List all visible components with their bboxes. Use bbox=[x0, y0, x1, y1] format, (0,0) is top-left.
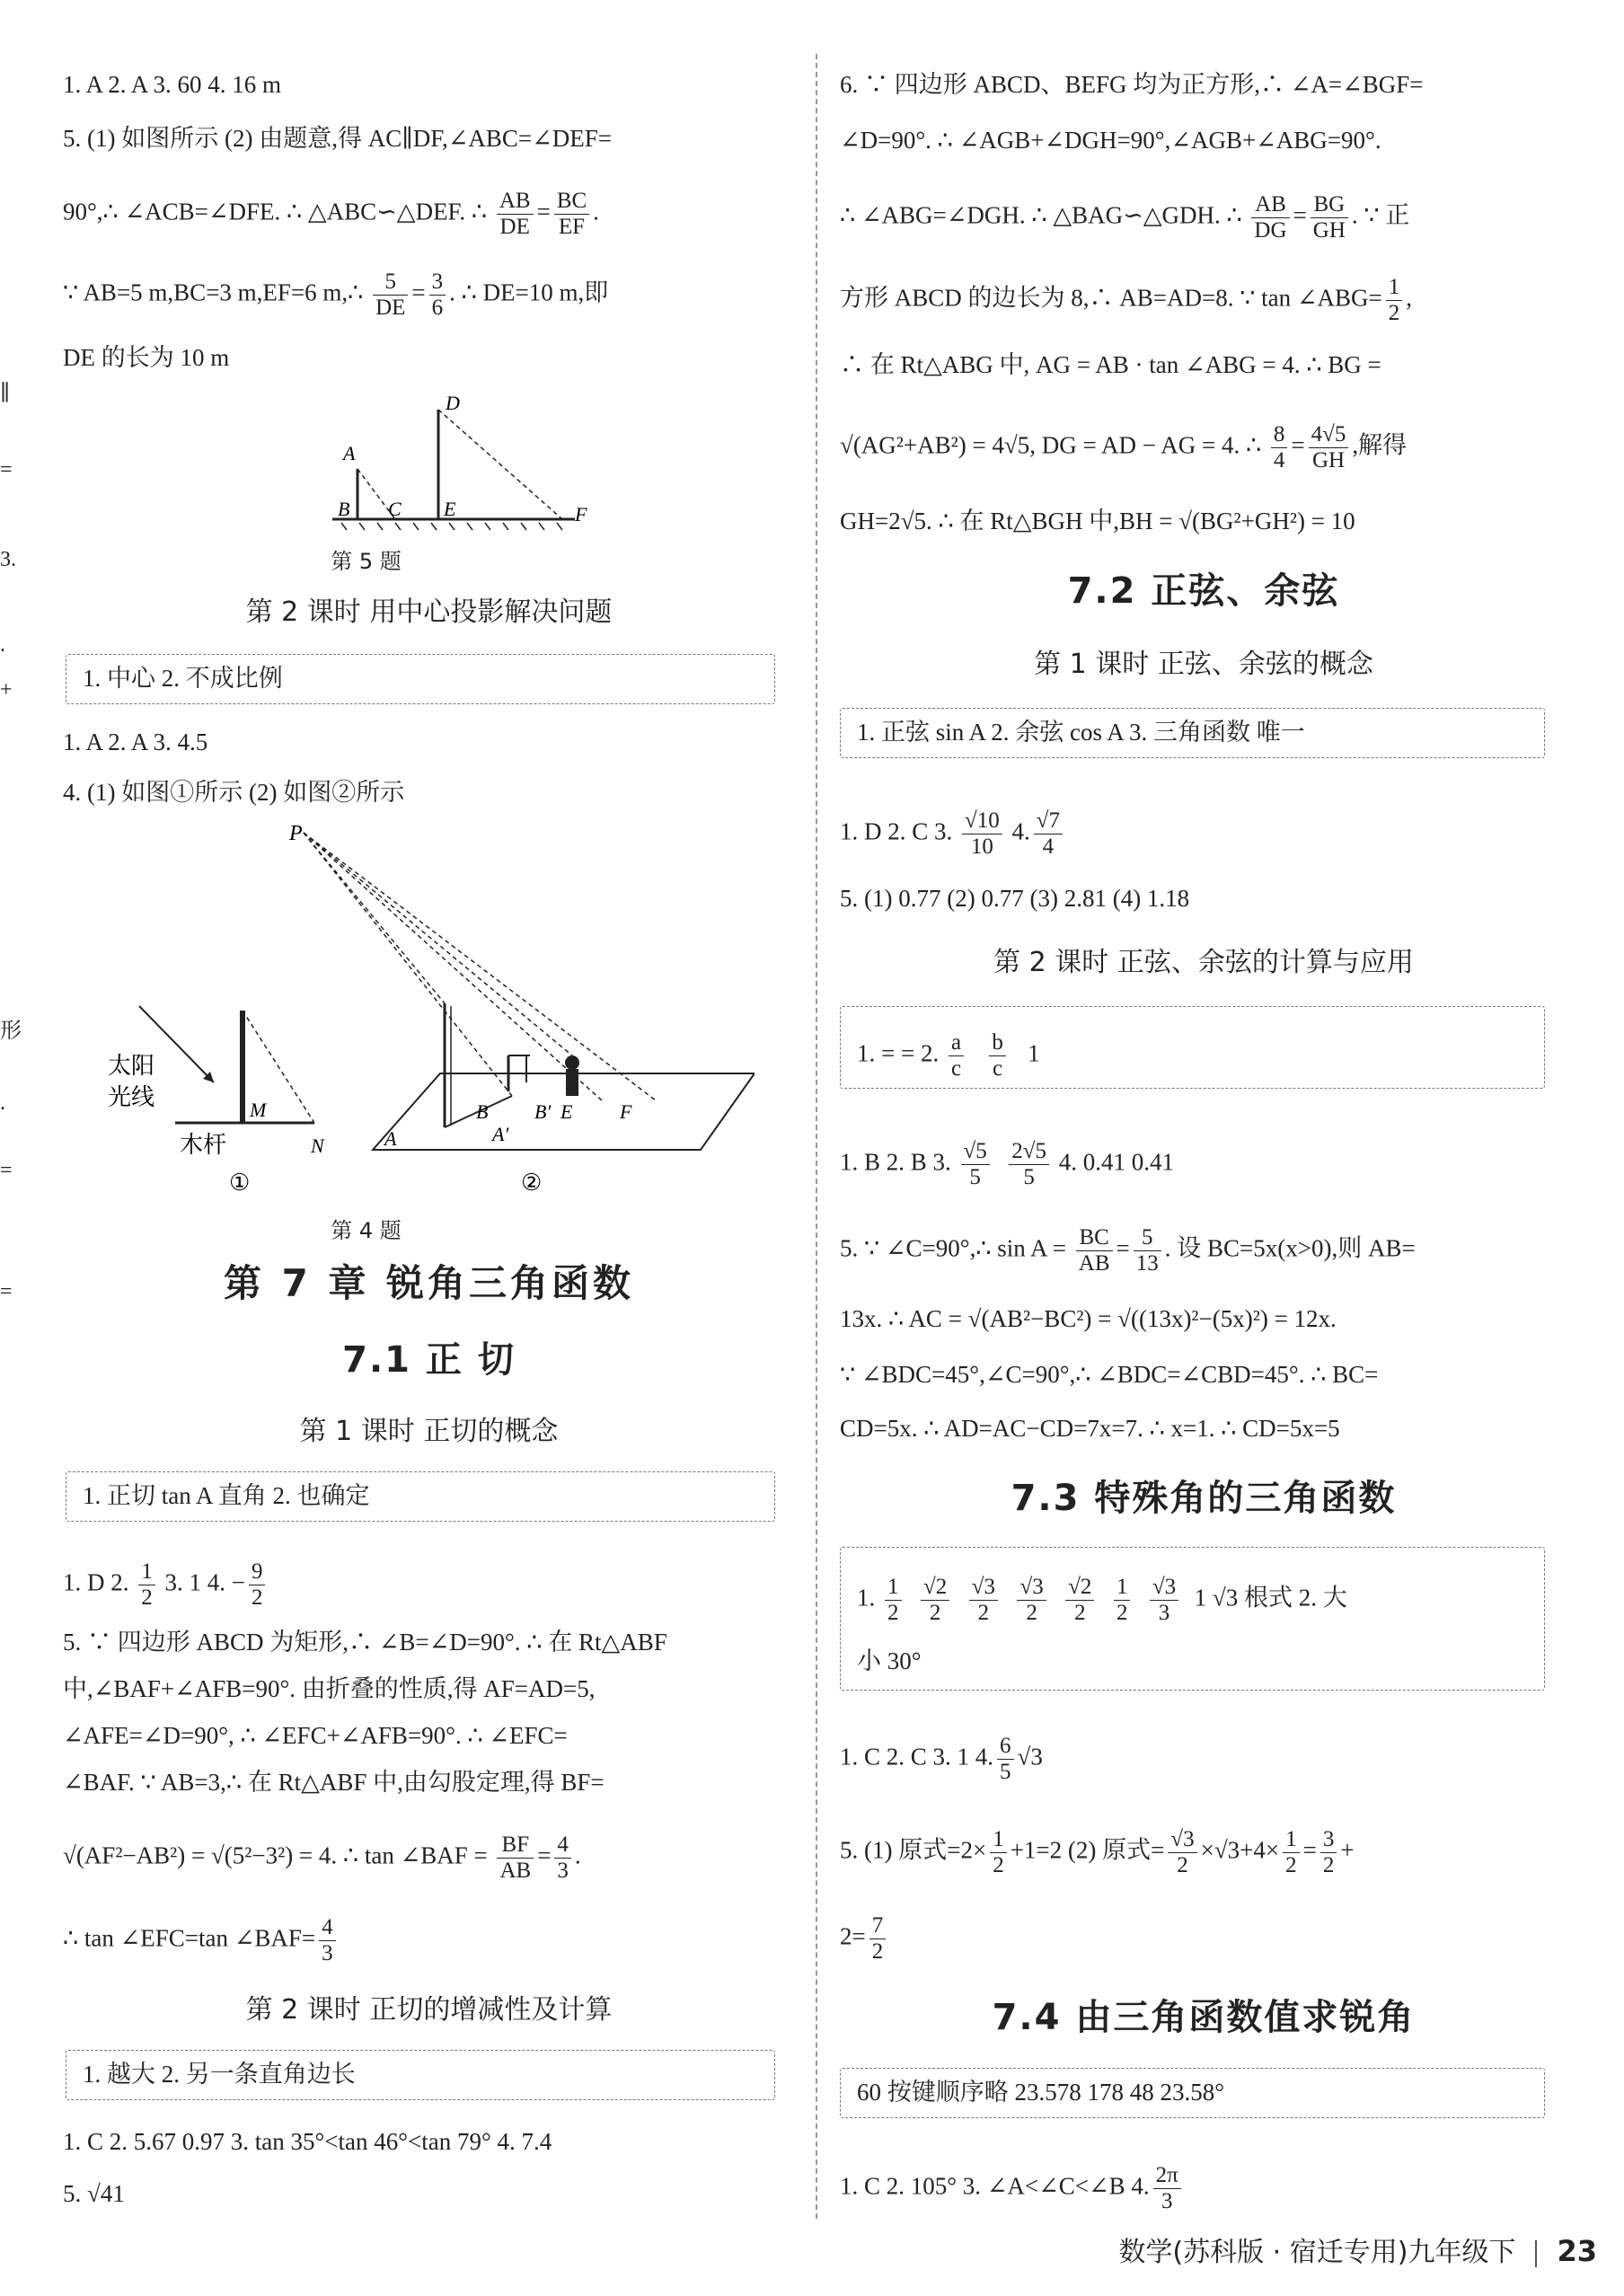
book-title: 数学(苏科版 · 宿迁专用)九年级下 bbox=[1118, 2237, 1516, 2268]
fraction: $\frac{1}{2}$ bbox=[885, 1575, 902, 1626]
fill-in-box bbox=[840, 1006, 1545, 1089]
edge-mark: 3. bbox=[0, 548, 16, 571]
point-label: A bbox=[384, 1127, 397, 1150]
lesson-title: 第 2 课时 用中心投影解决问题 bbox=[245, 596, 613, 628]
box-text: 1. 越大 2. 另一条直角边长 bbox=[83, 2061, 356, 2088]
answer-line: 90°,∴ ∠ACB=∠DFE. ∴ △ABC∽△DEF. ∴ $\frac{AB}{DE}$ = $\frac{BC}{EF}$ . bbox=[63, 189, 599, 239]
figure-caption: 第 4 题 bbox=[331, 1218, 402, 1243]
fraction: $\frac{1}{2}$ bbox=[1283, 1827, 1300, 1878]
fraction: $\frac{√2}{2}$ bbox=[921, 1575, 949, 1626]
answer-line: 5. √41 bbox=[63, 2180, 125, 2207]
point-label: D bbox=[446, 392, 460, 414]
answer-line: 方形 ABCD 的边长为 8,∴ AB=AD=8. ∵ tan ∠ABG= $\frac{1}{2}$ , bbox=[840, 275, 1412, 325]
answer-line: 中,∠BAF+∠AFB=90°. 由折叠的性质,得 AF=AD=5, bbox=[63, 1675, 596, 1702]
page-number: 23 bbox=[1557, 2234, 1597, 2268]
answer-line: 1. C 2. 105° 3. ∠A<∠C<∠B 4. $\frac{2\pi}{3}$ bbox=[840, 2163, 1185, 2214]
fraction: $\frac{AB}{DE}$ bbox=[497, 189, 534, 240]
answer-line: 5. (1) 原式=2× $\frac{1}{2}$ +1=2 (2) 原式= $\frac{√3}{2}$ ×√3+4× $\frac{1}{2}$ = $\frac{3}{2}$ + bbox=[840, 1827, 1355, 1877]
fraction: $\frac{4√5}{GH}$ bbox=[1309, 422, 1349, 473]
fraction: $\frac{√5}{5}$ bbox=[961, 1139, 990, 1190]
answer-line: 5. ∵ ∠C=90°,∴ sin A = $\frac{BC}{AB}$ = $\frac{5}{13}$ . 设 BC=5x(x>0),则 AB= bbox=[840, 1225, 1416, 1276]
fraction: $\frac{a}{c}$ bbox=[949, 1030, 964, 1082]
answer-line: 1. A 2. A 3. 60 4. 16 m bbox=[63, 71, 282, 98]
answer-line: 1. C 2. C 3. 1 4. $\frac{6}{5}$ √3 bbox=[840, 1734, 1043, 1784]
point-label: F bbox=[620, 1100, 632, 1123]
answer-line: 13x. ∴ AC = √(AB²−BC²) = √((13x)²−(5x)²) = 12x. bbox=[840, 1305, 1337, 1332]
figure-number: ② bbox=[521, 1170, 543, 1196]
answer-line: 1. A 2. A 3. 4.5 bbox=[63, 729, 208, 755]
fraction: $\frac{√3}{2}$ bbox=[969, 1575, 998, 1626]
section-title: 7.4 由三角函数值求锐角 bbox=[992, 1997, 1416, 2038]
fraction: $\frac{BC}{EF}$ bbox=[554, 189, 589, 240]
answer-line: ∴ tan ∠EFC=tan ∠BAF= $\frac{4}{3}$ bbox=[63, 1915, 340, 1966]
fraction: $\frac{4}{3}$ bbox=[319, 1915, 336, 1966]
fraction: $\frac{9}{2}$ bbox=[249, 1559, 266, 1611]
answer-line: ∠D=90°. ∴ ∠AGB+∠DGH=90°,∠AGB+∠ABG=90°. bbox=[840, 127, 1381, 154]
fraction: $\frac{√10}{10}$ bbox=[962, 808, 1002, 860]
figure-caption: 第 5 题 bbox=[331, 549, 402, 574]
point-label: F bbox=[575, 503, 587, 525]
answer-line: 6. ∵ 四边形 ABCD、BEFG 均为正方形,∴ ∠A=∠BGF= bbox=[840, 71, 1424, 98]
answer-line: ∠AFE=∠D=90°, ∴ ∠EFC+∠AFB=90°. ∴ ∠EFC= bbox=[63, 1722, 568, 1749]
answer-line: DE 的长为 10 m bbox=[63, 344, 230, 371]
footer-separator bbox=[1535, 2240, 1537, 2267]
fill-in-box bbox=[66, 2050, 775, 2100]
edge-mark: . bbox=[0, 1091, 5, 1115]
answer-line: 4. (1) 如图①所示 (2) 如图②所示 bbox=[63, 779, 405, 806]
point-label: E bbox=[444, 498, 456, 520]
lesson-title: 第 1 课时 正弦、余弦的概念 bbox=[1034, 649, 1373, 680]
point-label: C bbox=[388, 498, 402, 520]
box-text: 1. 正弦 sin A 2. 余弦 cos A 3. 三角函数 唯一 bbox=[857, 719, 1305, 746]
fraction: $\frac{3}{6}$ bbox=[429, 269, 446, 321]
box-text: 60 按键顺序略 23.578 178 48 23.58° bbox=[857, 2079, 1225, 2106]
fraction: $\frac{1}{2}$ bbox=[990, 1827, 1007, 1878]
answer-line: 5. ∵ 四边形 ABCD 为矩形,∴ ∠B=∠D=90°. ∴ 在 Rt△ABF bbox=[63, 1629, 667, 1656]
fill-in-box bbox=[66, 654, 775, 704]
point-label: N bbox=[311, 1135, 324, 1157]
answer-line: 5. (1) 如图所示 (2) 由题意,得 AC∥DF,∠ABC=∠DEF= bbox=[63, 125, 613, 152]
box-text: 1. 正切 tan A 直角 2. 也确定 bbox=[83, 1482, 370, 1509]
answer-line: ∠BAF. ∵ AB=3,∴ 在 Rt△ABF 中,由勾股定理,得 BF= bbox=[63, 1769, 605, 1796]
fraction: $\frac{1}{2}$ bbox=[138, 1559, 155, 1611]
edge-mark: = bbox=[0, 1159, 13, 1182]
fill-in-box bbox=[840, 1547, 1545, 1691]
lesson-title: 第 2 课时 正弦、余弦的计算与应用 bbox=[993, 947, 1414, 978]
answer-line: 5. (1) 0.77 (2) 0.77 (3) 2.81 (4) 1.18 bbox=[840, 885, 1190, 912]
fraction: $\frac{BG}{GH}$ bbox=[1311, 192, 1348, 243]
fraction: $\frac{1}{2}$ bbox=[1114, 1575, 1131, 1626]
lesson-title: 第 1 课时 正切的概念 bbox=[299, 1416, 559, 1447]
fraction: $\frac{5}{DE}$ bbox=[373, 269, 408, 321]
figure-5-diagram bbox=[314, 386, 602, 539]
column-divider bbox=[816, 54, 817, 2219]
box-text: 1. = = 2. $\frac{a}{c}$ $\frac{b}{c}$ 1 bbox=[857, 1030, 1040, 1081]
sun-label: 太阳 bbox=[108, 1053, 155, 1079]
pole-label: 木杆 bbox=[180, 1132, 227, 1158]
point-label: B bbox=[476, 1100, 489, 1123]
chapter-title: 第 7 章 锐角三角函数 bbox=[223, 1261, 635, 1305]
answer-line: ∵ AB=5 m,BC=3 m,EF=6 m,∴ $\frac{5}{DE}$ = $\frac{3}{6}$ . ∴ DE=10 m,即 bbox=[63, 269, 609, 320]
box-text: 1. 中心 2. 不成比例 bbox=[83, 665, 283, 692]
fraction: $\frac{√3}{2}$ bbox=[1168, 1827, 1196, 1878]
answer-line: 1. C 2. 5.67 0.97 3. tan 35°<tan 46°<tan 79° 4. 7.4 bbox=[63, 2128, 552, 2155]
answer-line: √(AG²+AB²) = 4√5, DG = AD − AG = 4. ∴ $\frac{8}{4}$ = $\frac{4√5}{GH}$ ,解得 bbox=[840, 422, 1408, 472]
fraction: $\frac{AB}{DG}$ bbox=[1251, 192, 1289, 243]
fraction: $\frac{2√5}{5}$ bbox=[1009, 1139, 1049, 1190]
fraction: $\frac{√3}{2}$ bbox=[1017, 1575, 1046, 1626]
point-label: P bbox=[289, 822, 303, 845]
text: 90°,∴ ∠ACB=∠DFE. ∴ △ABC∽△DEF. ∴ bbox=[63, 198, 488, 225]
fill-in-box bbox=[66, 1471, 775, 1522]
fill-in-box bbox=[840, 2068, 1545, 2118]
sun-label: 光线 bbox=[108, 1084, 155, 1110]
lesson-title: 第 2 课时 正切的增减性及计算 bbox=[245, 1994, 613, 2026]
fraction: $\frac{1}{2}$ bbox=[1386, 275, 1403, 326]
fraction: $\frac{BF}{AB}$ bbox=[497, 1832, 534, 1884]
answer-line: ∵ ∠BDC=45°,∠C=90°,∴ ∠BDC=∠CBD=45°. ∴ BC= bbox=[840, 1361, 1379, 1388]
fill-in-box bbox=[840, 708, 1545, 758]
answer-line: ∴ 在 Rt△ABG 中, AG = AB · tan ∠ABG = 4. ∴ BG = bbox=[840, 351, 1381, 378]
section-title: 7.3 特殊角的三角函数 bbox=[1011, 1478, 1397, 1519]
figure-4-diagram bbox=[99, 813, 755, 1208]
section-title: 7.2 正弦、余弦 bbox=[1067, 570, 1340, 612]
fraction: $\frac{BC}{AB}$ bbox=[1076, 1225, 1113, 1276]
section-title: 7.1 正 切 bbox=[342, 1339, 516, 1381]
answer-line: GH=2√5. ∴ 在 Rt△BGH 中,BH = √(BG²+GH²) = 10 bbox=[840, 508, 1355, 534]
left-edge-fragments bbox=[0, 0, 20, 2296]
fraction: $\frac{8}{4}$ bbox=[1271, 422, 1288, 473]
fraction: $\frac{3}{2}$ bbox=[1320, 1827, 1337, 1878]
edge-mark: 形 bbox=[0, 1020, 22, 1043]
page-footer bbox=[1118, 2230, 1597, 2269]
box-text: 1. $\frac{1}{2}$ $\frac{√2}{2}$ $\frac{√3}{2}$ $\frac{√3}{2}$ $\frac{√2}{2}$ $\frac{1}{2}$ $\frac{√3}{3}$ 1 √3 根式 2. 大 bbox=[857, 1575, 1347, 1625]
answer-line: 1. D 2. C 3. $\frac{√10}{10}$ 4. $\frac{√7}{4}$ bbox=[840, 808, 1066, 860]
answer-line: CD=5x. ∴ AD=AC−CD=7x=7. ∴ x=1. ∴ CD=5x=5 bbox=[840, 1415, 1340, 1442]
answer-line: 2= $\frac{7}{2}$ bbox=[840, 1913, 889, 1965]
point-label: E bbox=[560, 1100, 573, 1123]
fraction: $\frac{√3}{3}$ bbox=[1150, 1575, 1178, 1626]
edge-mark: ∥ bbox=[0, 382, 11, 405]
point-label: B′ bbox=[534, 1100, 552, 1123]
fraction: $\frac{4}{3}$ bbox=[554, 1832, 571, 1884]
box-text: 小 30° bbox=[857, 1647, 922, 1674]
fraction: $\frac{√7}{4}$ bbox=[1034, 808, 1063, 860]
answer-line: 1. B 2. B 3. $\frac{√5}{5}$ $\frac{2√5}{5}$ 4. 0.41 0.41 bbox=[840, 1139, 1174, 1189]
fraction: $\frac{6}{5}$ bbox=[997, 1734, 1014, 1785]
fraction: $\frac{7}{2}$ bbox=[869, 1913, 887, 1965]
point-label: A bbox=[343, 442, 356, 464]
fraction: $\frac{2\pi}{3}$ bbox=[1153, 2163, 1181, 2214]
fraction: $\frac{b}{c}$ bbox=[989, 1030, 1006, 1082]
edge-mark: + bbox=[0, 678, 13, 702]
answer-line: √(AF²−AB²) = √(5²−3²) = 4. ∴ tan ∠BAF = $\frac{BF}{AB}$ = $\frac{4}{3}$ . bbox=[63, 1832, 581, 1883]
fraction: $\frac{√2}{2}$ bbox=[1065, 1575, 1094, 1626]
edge-mark: = bbox=[0, 458, 13, 481]
answer-line: ∴ ∠ABG=∠DGH. ∴ △BAG∽△GDH. ∴ $\frac{AB}{DG}$ = $\frac{BG}{GH}$ . ∵ 正 bbox=[840, 192, 1410, 243]
fraction: $\frac{5}{13}$ bbox=[1134, 1225, 1161, 1276]
point-label: B bbox=[338, 498, 350, 520]
point-label: A′ bbox=[492, 1123, 509, 1145]
point-label: M bbox=[250, 1099, 267, 1121]
answer-line: 1. D 2. $\frac{1}{2}$ 3. 1 4. − $\frac{9}{2}$ bbox=[63, 1559, 269, 1611]
edge-mark: . bbox=[0, 633, 5, 657]
edge-mark: = bbox=[0, 1280, 13, 1303]
figure-number: ① bbox=[229, 1170, 251, 1196]
